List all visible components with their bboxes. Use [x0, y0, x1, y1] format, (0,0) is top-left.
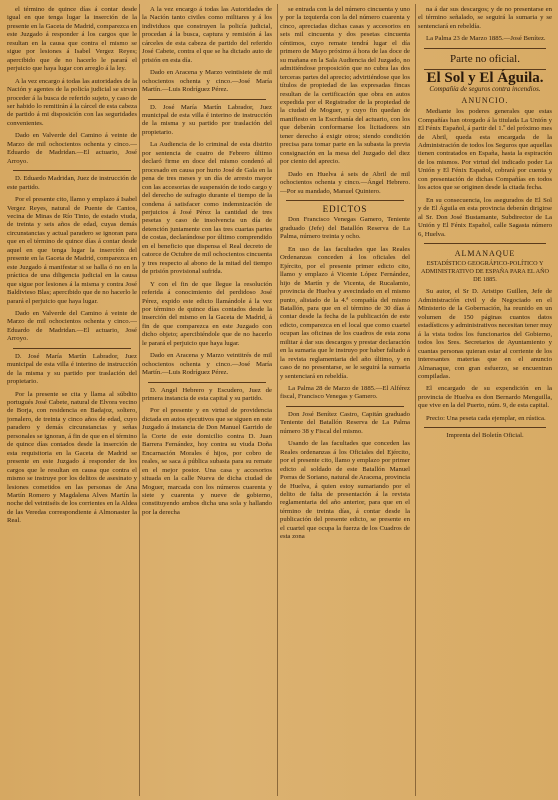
paragraph: La Audiencia de lo criminal de esta distrito por sentencia de cuatro de Febrero último declaró firme en doce del mismo condenó al procesado en causa por hurto José de Gala en la pena de tres meses y un día de arresto mayor con las accesorias de suspensión de todo cargo y del derecho de sufragio durante el tiempo de la condena á satisfacer como indemnización de perjuicios á José Pérez la cantidad de tres pesetas y caso de insolvencia un día de detención juntamente con las tres cuartas partes de costas, declarándose por último comprendido en el beneficio que dispensa el Real decreto de catorce de Octubre de mil ochocientos cincuenta y tres respecto al abono de la mitad del tiempo de prisión provisional sufrida. [142, 141, 272, 276]
column-1 [7, 6, 137, 794]
divider [424, 427, 546, 428]
paragraph: Y con el fin de que llegue la resolución referida á conocimiento del perdidoso José Pérez, expido este edicto llamándole á la vez por término de quince días contados desde la inserción del mismo en la Gaceta de Madrid, á fin de que comparezca en este Juzgado con dicho objeto; apercibiéndole que de no hacerlo le parará el perjuicio que haya lugar. [142, 280, 272, 347]
paragraph: En su consecuencia, los asegurados de El Sol y de El Águila en esta provincia deberán dirigirse al Sr. Don José Bustamante, Subdirector de La Unión y El Fénix Español, calle Sagasta número 6, Huelva. [418, 196, 552, 238]
edictos-heading: EDICTOS [322, 203, 368, 214]
paragraph: D. José María Martín Labrador, Juez municipal de esta villa é interino de instrucción de la misma y su partido por traslación del propietario. [142, 103, 272, 136]
divider [13, 348, 131, 349]
paragraph: D. Eduardo Madridan, Juez de instrucción de este partido. [7, 175, 137, 191]
paragraph: Don José Benítez Castro, Capitán graduado Teniente del Batallón Reserva de La Palma número 38 y Fiscal del mismo. [280, 410, 410, 435]
paragraph: Su autor, el Sr D. Aristipo Guillen, Jefe de Administración civil y de Negociado en el Ministerio de la Gobernación, ha reunido en un volumen de 150 páginas cuantos datos estadísticos y administrativos necesitan tener muy á la vista todos los funcionarios del Gobierno, todos los Sres. Secretarios de Ayuntamiento y cuantas personas quieran estar al corriente de los interesantes materias que en el anuncio Almanaque, con gran esfuerzo, se encuentran compiladas. [418, 288, 552, 380]
company-subtitle: Compañía de seguros contra incendios. [429, 84, 541, 93]
paragraph: el término de quince días á contar desde igual en que tenga lugar la inserción de la presente en la Gaceta de Madrid, comparezca en este Juzgado á responder á los cargos que le resultan en la causa que contra el mismo se sigue por lesiones á Isabel Vergez Reyes; apercibido que de no hacerlo le parará el perjuicio que haya lugar con arreglo á la ley. [7, 6, 137, 73]
column-2 [142, 6, 272, 794]
divider [424, 243, 546, 244]
divider [424, 48, 546, 49]
imprint: Imprenta del Boletín Oficial. [446, 432, 524, 440]
paragraph: Don Francisco Venegas Gamero, Teniente graduado (Jefe) del Batallón Reserva de La Palma, número treinta y ocho. [280, 216, 410, 241]
paragraph: Por la presente se cita y llama al súbdito portugués José Cabete, natural de Elvora vecino de Borja, con residencia en Badajoz, soltero, jornalero, de treinta y cinco años de edad, cuyo paradero y demás circunstancias y señas personales se ignoran, á fin de que en el término de quince días contados desde la inserción de esta requisitoria en la Gaceta de Madrid se presente en este Juzgado á responder de los cargos que le resultan en causa que contra el mismo se instruye por los delitos de asesinato y lesiones cometidos en las personas de Ana Martín Romero y Magdalena Alves Martín la noche del veintiséis de los corrientes en la Aldea de las Veredas correspondiente á Almonaster la Real. [7, 390, 137, 525]
company-title: El Sol y El Águila. [426, 70, 544, 87]
paragraph: Usando de las facultades que conceden las Reales ordenanzas á los Oficiales del Ejército, por el presente cito, llamo y emplazo por primer edicto al soldado de este Batallón Manuel Porras de Soriano, natural de Aracena, provincia de Huelva, á quien estoy sumariando por el delito de falta de presentación á la revista reglamentaria del año anterior, para que en el término de treinta días, á contar desde la publicación del presente edicto, se presente en el cuartel que ocupa la fuerza de los Cuadros de esta zona [280, 440, 410, 541]
column-divider [415, 4, 416, 796]
paragraph: se entrada con la del número cincuenta y uno y por la izquierda con la del número cuarenta y cinco, apreciadas dichas casas y accesorios en seis mil cincuenta y dos pesetas cincuenta céntimos, cuyo remate tendrá lugar el día primero de Mayo próximo á hora de las doce de su mañana en la Sala Audiencia del Juzgado, no admitiéndose proposición que no cubra las dos terceras partes del aprecio; advirtiéndose que los títulos de propiedad de las expresadas fincas resultan de la certificación que obra en autos expedida por el Registrador de la propiedad de la ciudad de Moguer, y cuyo fin quedan de manifiesto en la Escribanía del actuario, con los que deberán conformarse los licitadores sin tener derecho á exigir otros; siendo condición precisa para tomar parte en la subasta la previa consignación en la mesa del Juzgado del diez por ciento del aprecio. [280, 6, 410, 166]
divider [148, 382, 266, 383]
column-divider [277, 4, 278, 796]
anuncio-heading: ANUNCIO. [461, 95, 509, 105]
paragraph: Dado en Aracena y Marzo veintitrés de mil ochocientos ochenta y cinco.—José María Martín.—Luis Rodríguez Pérez. [142, 352, 272, 377]
paragraph: Mediante los poderes generales que estas Compañías han otorgado á la titulada La Unión y El Fénix Español, á partir del 1.º del próximo mes de Abril, queda esta encargada de la Administración de todos los Seguros que aquellas tienen contratados en España, hasta la espiración de los mismos. Por virtud del indicado poder La Unión y El Fénix Español, cobrará por cuenta y con presentación de dichas Compañías en todos los actos que se originen desde la citada fecha. [418, 108, 552, 192]
divider [286, 406, 404, 407]
divider [148, 99, 266, 100]
column-divider [139, 4, 140, 796]
divider [286, 200, 404, 201]
paragraph: Dado en Valverde del Camino á veinte de Marzo de mil ochocientos ochenta y cinco.—Eduardo de Madridan.—El actuario, José Arroyo. [7, 132, 137, 165]
paragraph: D. Angel Hebrero y Escudero, Juez de primera instancia de esta capital y su partido. [142, 386, 272, 403]
paragraph: A la vez encargo á todas las autoridades de la Nación y agentes de la policía judicial se sirvan proceder á la busca de referido sujeto, y caso de ser habido lo remitirán á la cárcel de esta cabeza de partido á mi disposición con las seguridades convenientes. [7, 77, 137, 127]
paragraph: Dado en Huelva á seis de Abril de mil ochocientos ochenta y cinco.—Ángel Hebrero.—Por su mandado, Manuel Quintero. [280, 170, 410, 195]
paragraph: Precio: Una peseta cada ejemplar, en rústica. [426, 414, 546, 422]
paragraph: El encargado de su expendición en la provincia de Huelva es don Bernardo Menguilla, que vive en la del Puerto, núm. 9, de esta capital. [418, 385, 552, 410]
paragraph: Por el presente y en virtud de providencia dictada en autos ejecutivos que se siguen en este Juzgado á instancia de Don Manuel Garrido de la Corte de este domicilio contra D. Juan Barrera Fernández, hoy contra su viuda Doña Encarnación Morales é hijos, por cobro de reales, se saca á pública subasta para su remate en el mejor postor. Una casa y accesorios situada en la calle Nueva de dicha ciudad de Moguer, marcada con los números cuarenta y siete y cuarenta y nueve de gobierno, constituyendo ambos dicha una sola y hallando por la derecha [142, 407, 272, 516]
column-4 [418, 6, 552, 794]
almanaque-heading: ALMANAQUE [454, 248, 516, 258]
paragraph: Dado en Aracena y Marzo veintisiete de mil ochocientos ochenta y cinco.—José María Martín.—Luis Rodríguez Pérez. [142, 69, 272, 94]
divider [13, 170, 131, 171]
signature: La Palma 23 de Marzo 1885.—José Benítez. [426, 35, 546, 43]
paragraph: D. José María Martín Labrador, Juez municipal de esta villa é interino de instrucción de la misma y su partido por traslación del propietario. [7, 352, 137, 386]
column-3 [280, 6, 410, 794]
paragraph: A la vez encargo á todas las Autoridades de la Nación tanto civiles como militares y á los individuos que construyen la policía judicial, procedan á la busca, captura y remisión á las cárceles de esta cabeza de partido del referido José Cabete, contra el que se ha dictado auto de prisión en esta día. [142, 6, 272, 64]
paragraph: Dado en Valverde del Camino á veinte de Marzo de mil ochocientos ochenta y cinco.—Eduardo de Madridan.—El actuario, José Arroyo. [7, 309, 137, 343]
paragraph: En uso de las facultades que las Reales Ordenanzas conceden á los oficiales del Ejército, por el presente primer edicto cito, llamo y emplazo á Vicente López Fernández, hijo de Martín y de Vicenta, de Rucalamio, provincia de Huelva y avecindado en el mismo punto, alistado de la 4.ª compañía del mismo Batallón, para que en el término de 30 días á contar desde la fecha de la publicación de este edicto, comparezca en el local que como cuartel ocupan las oficinas de los cuadros de esta zona militar á dar sus descargos y prestar declaración en la sumaria que le instruyo por haber faltado á la revista reglamentaria del año último, y en caso de no presentarse, se le seguirá la sumaria y sentenciará en rebeldía. [280, 245, 410, 380]
paragraph: Por el presente cito, llamo y emplazo á Isabel Vergez Reyes, natural de Puente de Cantos, vecina de Minas de Río Tinto, de estado viuda, de treinta y seis años de edad, cuyas demás circunstancias y actual paradero se ignoran para que en el término de quince días á contar desde aquel en que tenga lugar la inserción del presente en la Gaceta de Madrid, comparezca en este Juzgado á manifestar si se halla ó no en la práctica de una diligencia judicial en la causa que sigue por lesiones á la misma y contra José Baldivieso Blas; apercibido que de no hacerlo le parará el perjuicio que haya lugar. [7, 196, 137, 305]
section-title: Parte no oficial. [450, 52, 520, 65]
paragraph: La Palma 28 de Marzo de 1885.—El Alférez fiscal, Francisco Venegas y Gamero. [280, 385, 410, 401]
almanaque-subheading: ESTADÍSTICO GEOGRÁFICO-POLÍTICO Y ADMINISTRATIVO DE ESPAÑA PARA EL AÑO DE 1885. [420, 260, 550, 284]
paragraph: na á dar sus descargos; y de no presentarse en el término señalado, se seguirá la sumaria y se sentenciará en rebeldía. [418, 6, 552, 30]
